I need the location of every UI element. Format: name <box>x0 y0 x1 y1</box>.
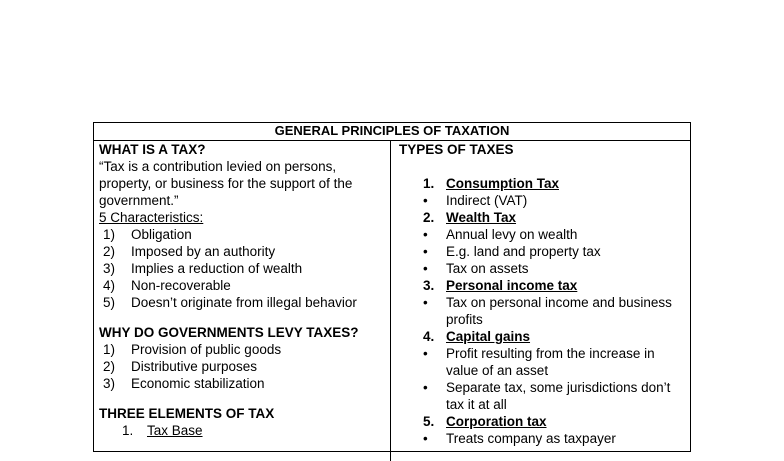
table-title: GENERAL PRINCIPLES OF TAXATION <box>94 123 690 141</box>
bullet-item: • E.g. land and property tax <box>423 244 601 259</box>
why-levy-heading: WHY DO GOVERNMENTS LEVY TAXES? <box>99 325 359 340</box>
list-item: 2) Imposed by an authority <box>103 244 276 259</box>
bullet-item: • Annual levy on wealth <box>423 227 578 242</box>
what-is-tax-heading: WHAT IS A TAX? <box>99 142 206 157</box>
list-item: 1) Provision of public goods <box>103 342 282 357</box>
types-of-taxes-heading: TYPES OF TAXES <box>399 142 514 157</box>
elements-heading: THREE ELEMENTS OF TAX <box>99 406 275 421</box>
bullet-item: • Separate tax, some jurisdictions don’t tax it at all <box>423 380 671 412</box>
elements-list <box>99 422 385 439</box>
list-item: 1) Obligation <box>103 227 192 242</box>
bullet-item: • Indirect (VAT) <box>423 193 528 208</box>
list-item: 5) Doesn’t originate from illegal behavior <box>103 295 357 310</box>
taxation-table <box>93 122 691 452</box>
bullet-item: • Tax on personal income and business profits <box>423 295 672 327</box>
tax-definition-line: property, or business for the support of the <box>99 176 353 191</box>
characteristics-heading: 5 Characteristics: <box>99 210 204 225</box>
list-item: 4) Non-recoverable <box>103 278 231 293</box>
characteristics-list <box>99 226 385 311</box>
bullet-item: • Treats company as taxpayer <box>423 431 616 446</box>
list-item: 1. Tax Base <box>122 423 203 438</box>
list-item: 2) Distributive purposes <box>103 359 258 374</box>
tax-type-heading: 3. Personal income tax <box>423 278 578 293</box>
tax-type-heading: 1. Consumption Tax <box>423 176 559 191</box>
list-item: 3) Implies a reduction of wealth <box>103 261 303 276</box>
tax-definition-line: government.” <box>99 193 179 208</box>
bullet-item: • Profit resulting from the increase in value of an asset <box>423 346 655 378</box>
tax-definition-line: “Tax is a contribution levied on persons, <box>99 159 337 174</box>
tax-type-heading: 2. Wealth Tax <box>423 210 517 225</box>
reasons-list <box>99 341 385 392</box>
bullet-item: • Tax on assets <box>423 261 529 276</box>
left-column <box>94 141 391 461</box>
list-item: 3) Economic stabilization <box>103 376 265 391</box>
right-column <box>393 141 690 461</box>
types-list <box>399 175 684 447</box>
tax-type-heading: 5. Corporation tax <box>423 414 547 429</box>
tax-type-heading: 4. Capital gains <box>423 329 531 344</box>
